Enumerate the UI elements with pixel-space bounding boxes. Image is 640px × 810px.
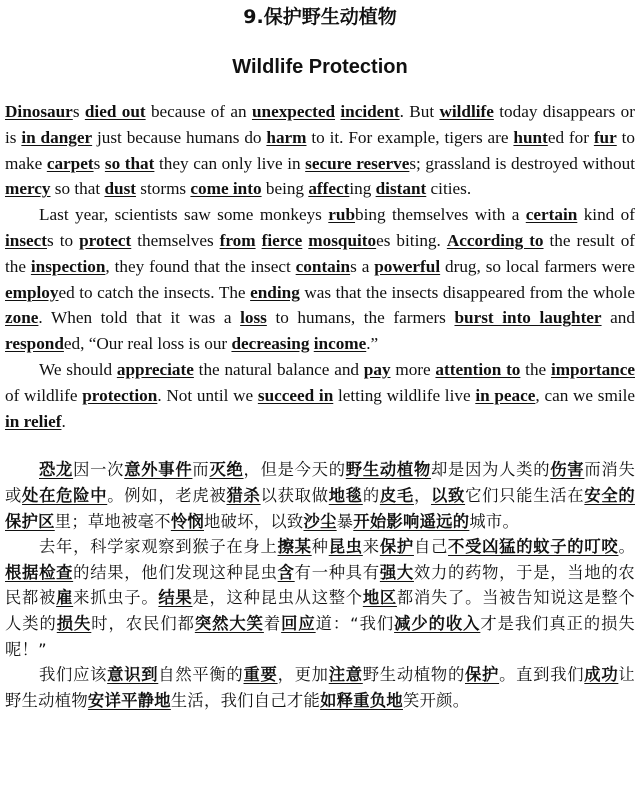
vocab-term: from	[219, 230, 256, 250]
vocab-term: secure reserve	[305, 153, 410, 173]
text-run: 种	[311, 537, 329, 557]
vocab-term: 伤害	[550, 460, 585, 480]
text-run: to make	[5, 127, 635, 173]
text-run: 才是我们真正的损失呢！”	[5, 613, 635, 659]
vocab-term: protect	[79, 230, 132, 250]
vocab-term: 保护	[465, 665, 500, 685]
vocab-term: wildlife	[439, 102, 494, 121]
text-run: s	[72, 102, 85, 121]
text-run: the natural balance and	[193, 359, 364, 379]
vocab-term: contain	[295, 256, 351, 276]
vocab-term: harm	[266, 127, 307, 147]
text-run: Last year, scientists saw some monkeys	[39, 205, 329, 225]
vocab-term: insect	[5, 230, 48, 250]
vocab-term: respond	[5, 334, 64, 354]
vocab-term: pay	[363, 359, 391, 379]
text-run: 的	[362, 485, 380, 505]
english-title: Wildlife Protection	[232, 56, 408, 78]
text-run: and	[601, 308, 635, 328]
text-run: so that	[50, 179, 105, 199]
vocab-term: 根据检查	[5, 562, 74, 582]
vocab-term: dust	[104, 179, 136, 199]
vocab-term: Dinosaur	[5, 102, 73, 121]
text-run: to humans, the farmers	[266, 308, 455, 328]
vocab-term: income	[313, 334, 367, 354]
text-run: es biting.	[376, 230, 447, 250]
vocab-term: inspection	[30, 256, 106, 276]
vocab-term: died out	[84, 102, 146, 121]
vocab-term: so that	[104, 153, 155, 173]
vocab-term: 突然大笑	[194, 613, 264, 633]
text-run: the result of the	[5, 230, 636, 276]
vocab-term: 如释重负地	[320, 690, 403, 710]
vocab-term: 成功	[584, 665, 619, 685]
text-run: s	[93, 153, 105, 173]
chinese-paragraph-2	[5, 534, 635, 662]
vocab-term: 安详平静地	[87, 690, 171, 710]
text-run: 野生动植物的	[362, 665, 465, 685]
text-run: 来	[362, 537, 380, 557]
text-run: more	[390, 359, 436, 379]
text-run: storms	[135, 179, 191, 199]
text-run: . Not until we	[157, 385, 258, 405]
text-run: 。	[618, 537, 636, 557]
text-run: 都消失了。当被告知说这是整个人类的	[5, 588, 635, 633]
vocab-term: 恐龙	[39, 460, 74, 480]
vocab-term: fierce	[261, 230, 303, 250]
vocab-term: in relief	[5, 411, 62, 431]
vocab-term: 注意	[328, 665, 363, 685]
vocab-term: powerful	[374, 256, 441, 276]
chinese-paragraph-1	[5, 457, 635, 534]
vocab-term: attention to	[435, 359, 521, 379]
text-run: . But	[399, 102, 440, 121]
text-run: 是，这种昆虫从这整个	[192, 588, 363, 608]
vocab-term: 保护	[379, 537, 414, 557]
text-run: 去年，科学家观察到猴子在身上	[39, 537, 278, 557]
text-run: being	[261, 179, 309, 199]
text-run: they can only live in	[154, 153, 306, 173]
text-run: 生活，我们自己才能	[170, 690, 321, 710]
vocab-term: 回应	[281, 613, 316, 633]
text-run: 来抓虫子。	[73, 588, 159, 608]
text-run: themselves	[131, 230, 220, 250]
vocab-term: 强大	[379, 562, 414, 582]
text-run: 效力的药物，于是，当地的农民都被	[5, 562, 635, 608]
text-run: 而	[192, 460, 210, 480]
vocab-term: mercy	[5, 179, 51, 199]
vocab-term: ending	[250, 282, 300, 302]
vocab-term: 沙尘	[303, 511, 337, 531]
vocab-term: 怜悯	[170, 511, 204, 531]
english-paragraph-3	[5, 357, 635, 434]
text-run: was that the insects disappeared from the whole	[299, 282, 635, 302]
text-run: . When told that it was a	[38, 308, 241, 328]
text-run: today disappears or is	[5, 102, 635, 147]
vocab-term: burst into laughter	[454, 308, 602, 328]
text-run: 它们只能生活在	[465, 485, 585, 505]
vocab-term: 野生动植物	[345, 460, 431, 480]
text-run: , they found that the insect	[105, 256, 296, 276]
vocab-term: employ	[5, 282, 59, 302]
text-run: 里；草地被毫不	[54, 511, 171, 531]
text-run: ed, “Our real loss is our	[63, 334, 232, 354]
text-run: 。直到我们	[499, 665, 585, 685]
vocab-term: hunt	[513, 127, 548, 147]
text-run: ，但是今天的	[243, 460, 346, 480]
vocab-term: fur	[593, 127, 617, 147]
vocab-term: in peace	[475, 385, 536, 405]
text-run: cities.	[426, 179, 472, 199]
vocab-term: 灭绝	[209, 460, 244, 480]
vocab-term: 不受凶猛的蚊子的叮咬	[448, 537, 619, 557]
vocab-term: 地区	[362, 588, 397, 608]
text-run: the	[520, 359, 551, 379]
text-run: 以获取做	[260, 485, 329, 505]
vocab-term: 损失	[56, 613, 92, 633]
text-run: s a	[350, 256, 375, 276]
text-run: 地破坏，以致	[204, 511, 304, 531]
vocab-term: in danger	[21, 127, 93, 147]
vocab-term: 开始影响遥远的	[353, 511, 470, 531]
text-run: ing	[349, 179, 376, 199]
text-run: of wildlife	[5, 385, 83, 405]
text-run: kind of	[577, 205, 635, 225]
chinese-paragraph-3	[5, 662, 635, 713]
vocab-term: appreciate	[116, 359, 194, 379]
vocab-term: 以致	[430, 485, 466, 505]
english-paragraph-2	[5, 202, 635, 357]
text-run: .	[61, 411, 66, 431]
text-run: ，更加	[277, 665, 329, 685]
vocab-term: mosquito	[308, 230, 377, 250]
text-run: 我们应该	[39, 665, 108, 685]
text-run: , can we smile	[535, 385, 636, 405]
vocab-term: affect	[308, 179, 350, 199]
vocab-term: 减少的收入	[394, 613, 481, 633]
text-run: 却是因为人类的	[430, 460, 551, 480]
vocab-term: distant	[375, 179, 427, 199]
text-run: ed for	[547, 127, 594, 147]
vocab-term: importance	[550, 359, 635, 379]
text-run: 有一种具有	[294, 562, 380, 582]
text-run: ，	[413, 485, 431, 505]
text-run: 城市。	[469, 511, 520, 531]
text-run: 着	[263, 613, 282, 633]
text-run: ed to catch the insects. The	[58, 282, 251, 302]
english-paragraph-1	[5, 99, 635, 202]
text-run: 笑开颜。	[403, 690, 470, 710]
text-run: drug, so local farmers were	[440, 256, 635, 276]
vocab-term: zone	[5, 308, 39, 328]
vocab-term: 安全的保护区	[5, 485, 635, 531]
vocab-term: 处在危险中	[22, 485, 108, 505]
text-run: 让野生动植物	[5, 665, 635, 710]
vocab-term: 意识到	[107, 665, 159, 685]
vocab-term: come into	[190, 179, 262, 199]
vocab-term: protection	[82, 385, 158, 405]
vocab-term: 地毯	[328, 485, 363, 505]
vocab-term: 皮毛	[379, 485, 414, 505]
text-run: just because humans do	[92, 127, 267, 147]
vocab-term: 昆虫	[328, 537, 363, 557]
vocab-term: 含	[277, 562, 295, 582]
text-run: 自己	[413, 537, 449, 557]
vocab-term: decreasing	[231, 334, 310, 354]
text-run: 。例如，老虎被	[107, 485, 227, 505]
text-run: 道：“我们	[315, 613, 395, 633]
vocab-term: carpet	[46, 153, 94, 173]
text-run: We should	[39, 359, 117, 379]
text-run: 时，农民们都	[91, 613, 195, 633]
vocab-term: loss	[240, 308, 267, 328]
vocab-term: succeed in	[257, 385, 334, 405]
chinese-translation	[5, 457, 635, 713]
text-run: 的结果，他们发现这种昆虫	[73, 562, 278, 582]
text-run: .”	[366, 334, 379, 354]
vocab-term: unexpected	[251, 102, 336, 121]
vocab-term: rub	[328, 205, 356, 225]
text-run: s; grassland is destroyed without	[409, 153, 635, 173]
english-passage	[5, 99, 635, 434]
vocab-term: 意外事件	[124, 460, 193, 480]
text-run: 因一次	[73, 460, 125, 480]
text-run: 自然平衡的	[158, 665, 244, 685]
text-run: 暴	[336, 511, 354, 531]
text-run: bing themselves with a	[355, 205, 526, 225]
text-run: 而消失或	[5, 460, 636, 505]
vocab-term: 结果	[158, 588, 193, 608]
text-run: to it. For example, tigers are	[306, 127, 514, 147]
text-run: letting wildlife live	[333, 385, 476, 405]
vocab-term: certain	[525, 205, 578, 225]
text-run: because of an	[145, 102, 252, 121]
vocab-term: 雇	[56, 588, 74, 608]
vocab-term: incident	[340, 102, 400, 121]
vocab-term: 擦某	[277, 537, 312, 557]
chinese-title: 9.保护野生动植物	[243, 6, 397, 28]
vocab-term: 重要	[243, 665, 278, 685]
text-run: s to	[47, 230, 80, 250]
vocab-term: According to	[446, 230, 544, 250]
vocab-term: 猎杀	[226, 485, 261, 505]
